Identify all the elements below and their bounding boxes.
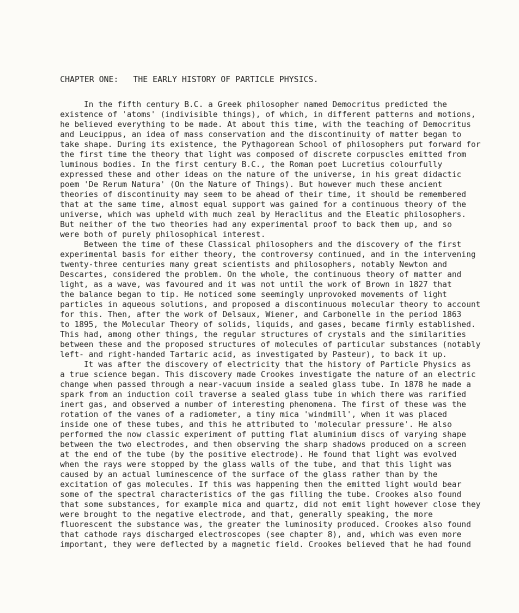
text-line: But neither of the two theories had any experimental proof to back them up, and so [60,220,452,229]
text-line: expressed these and other ideas on the nature of the universe, in his great didactic [60,170,462,179]
text-line: take shape. During its existence, the Pythagorean School of philosophers put forward for [60,140,481,149]
text-line: caused by an actual luminescence of the surface of the glass rather than by the [60,470,438,479]
text-line: experimental basis for either theory, the controversy continued, and in the intervening [60,250,476,259]
text-line: poem 'De Rerum Natura' (On the Nature of Things). But however much these ancient [60,180,443,189]
text-line: between the two electrodes, and then observing the sharp shadows produced on a screen [60,440,467,449]
text-line: inert gas, and observed a number of interesting phenomena. The first of these was the [60,400,467,409]
text-line: twenty-three centuries many great scientists and philosophers, notably Newton and [60,260,448,269]
text-line: between these and the proposed structures of molecules of particular substances (notably [60,340,481,349]
text-line: important, they were deflected by a magnetic field. Crookes believed that he had found [60,540,471,549]
text-line: some of the spectral characteristics of the gas filling the tube. Crookes also found [60,490,462,499]
text-line: It was after the discovery of electricity that the history of Particle Physics as [60,360,471,369]
text-line: Between the time of these Classical philosophers and the discovery of the first [60,240,462,249]
text-line: at the end of the tube (by the positive electrode). He found that light was evolved [60,450,457,459]
text-line: he believed everything to be made. At about this time, with the teaching of Democritus [60,120,471,129]
text-line: universe, which was upheld with much zeal by Heraclitus and the Eleatic philosophers. [60,210,467,219]
text-line: luminous bodies. In the first century B.C., the Roman poet Lucretius colourfully [60,160,443,169]
text-line: spark from an induction coil traverse a sealed glass tube in which there was rarified [60,390,467,399]
body-text [60,100,519,550]
text-line: This had, among other things, the regular structures of crystals and the similarities [60,330,467,339]
text-line: when the rays were stopped by the glass walls of the tube, and that this light was [60,460,452,469]
text-line: the first time the theory that light was composed of discrete corpuscles emitted from [60,150,467,159]
text-line: and Leucippus, an idea of mass conservation and the discontinuity of matter began to [60,130,462,139]
text-line: fluorescent the substance was, the greater the luminosity produced. Crookes also found [60,520,471,529]
text-line: theories of discontinuity may seem to be ahead of their time, it should be remembered [60,190,467,199]
text-line: rotation of the vanes of a radiometer, a tiny mica 'windmill', when it was placed [60,410,448,419]
text-line: were both of purely philosophical interest. [60,230,266,239]
text-line: inside one of these tubes, and this he attributed to 'molecular pressure'. He also [60,420,452,429]
text-line: for this. Then, after the work of Delsaux, Wiener, and Carbonelle in the period 1863 [60,310,462,319]
text-line: particles in aqueous solutions, and proposed a discontinuous molecular theory to account [60,300,481,309]
text-line: left- and right-handed Tartaric acid, as investigated by Pasteur), to back it up. [60,350,448,359]
text-line: that cathode rays discharged electroscopes (see chapter 8), and, which was even more [60,530,462,539]
text-line: were brought to the negative electrode, and that, generally speaking, the more [60,510,433,519]
text-line: the balance began to tip. He noticed some seemingly unprovoked movements of light [60,290,448,299]
text-line: that at the same time, almost equal support was gained for a continuous theory of the [60,200,467,209]
text-line: excitation of gas molecules. If this was happening then the emitted light would bear [60,480,462,489]
text-line: change when passed through a near-vacuum inside a sealed glass tube. In 1878 he made a [60,380,471,389]
text-line: that some substances, for example mica and quartz, did not emit light however close they [60,500,481,509]
text-line: to 1895, the Molecular Theory of solids, liquids, and gases, became firmly established. [60,320,476,329]
text-line: existence of 'atoms' (indivisible things), of which, in different patterns and motions, [60,110,476,119]
text-line: a true science began. This discovery made Crookes investigate the nature of an electric [60,370,476,379]
text-line: light, as a wave, was favoured and it was not until the work of Brown in 1827 that [60,280,452,289]
text-line: performed the now classic experiment of putting flat aluminium discs of varying shape [60,430,467,439]
chapter-heading: CHAPTER ONE: THE EARLY HISTORY OF PARTICLE PHYSICS. [60,74,319,84]
text-line: Descartes, considered the problem. On the whole, the continuous theory of matter and [60,270,462,279]
text-line: In the fifth century B.C. a Greek philosopher named Democritus predicted the [60,100,448,109]
